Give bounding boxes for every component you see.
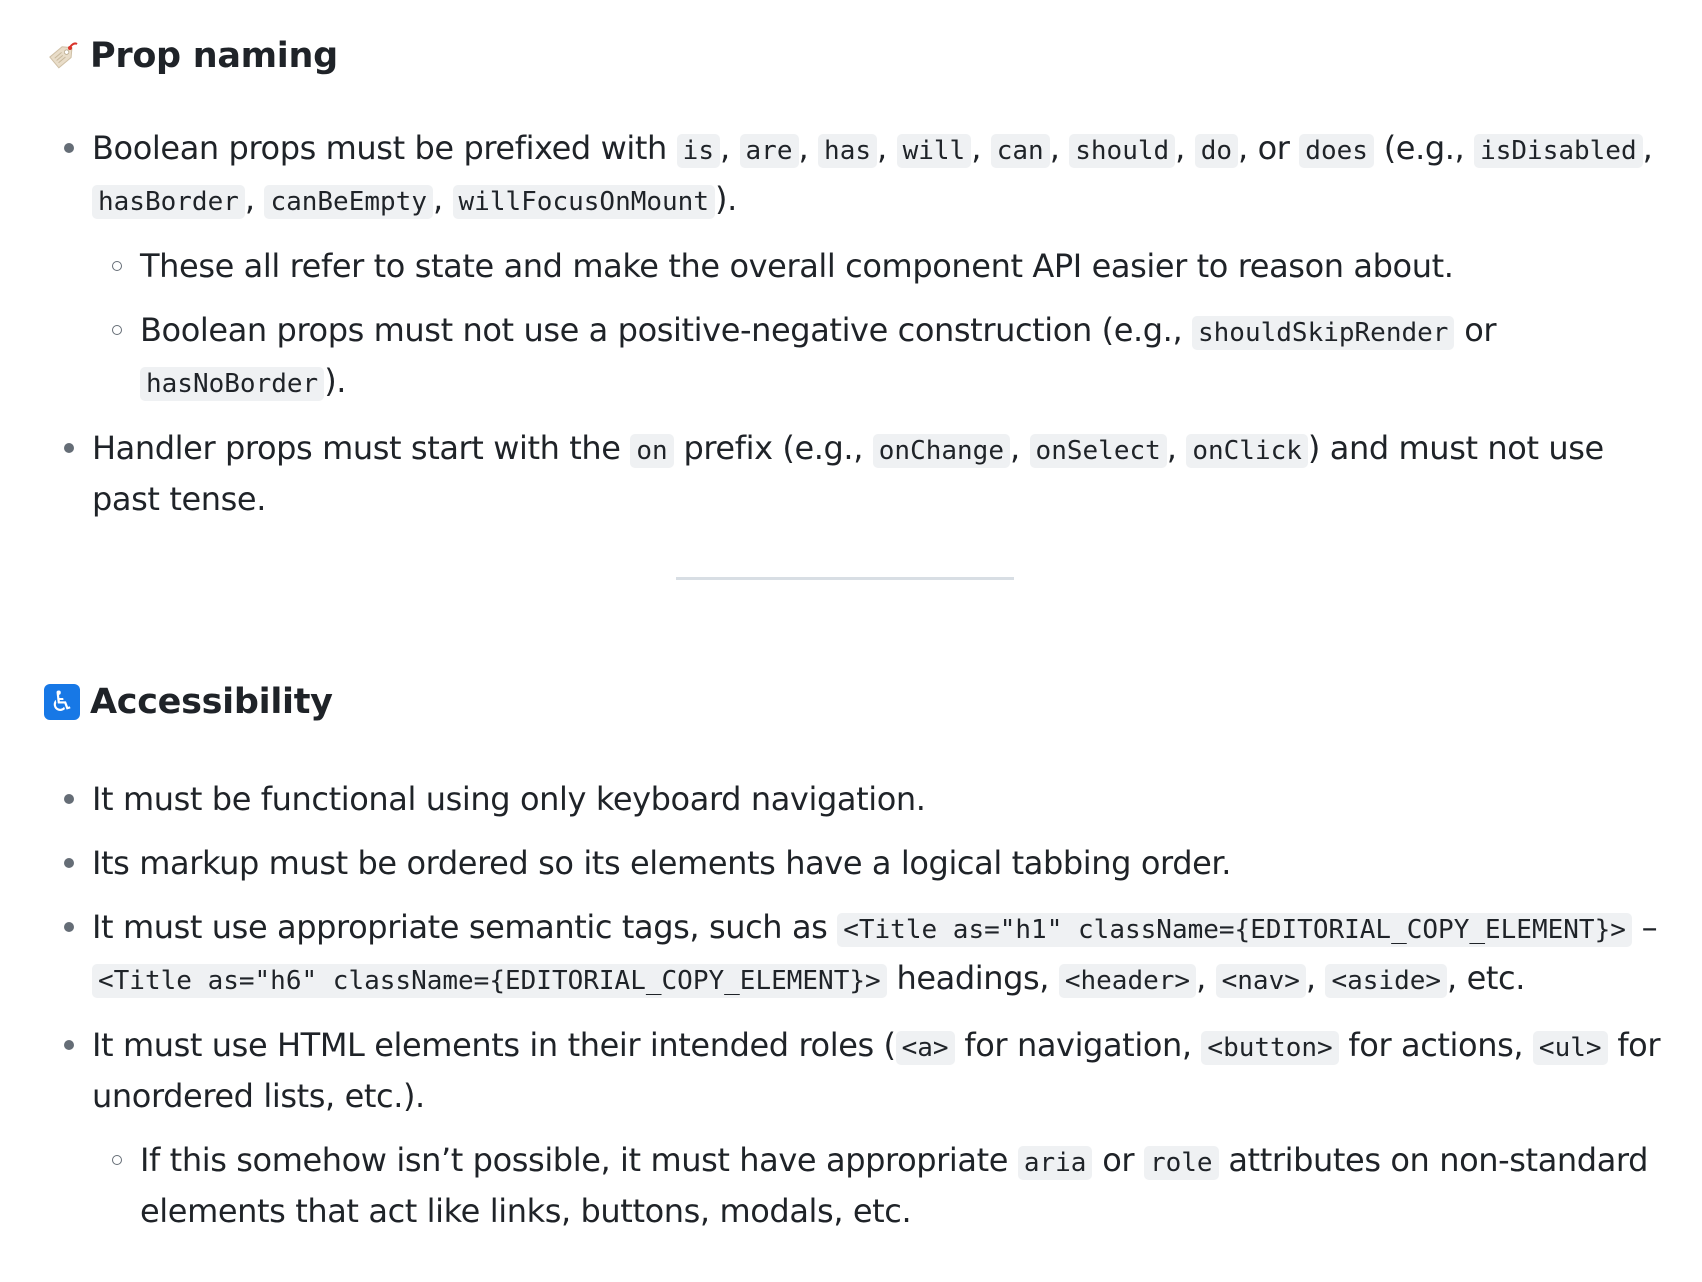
- text: If this somehow isn’t possible, it must have appropriate: [140, 1141, 1018, 1179]
- inline-code: <Title as="h1" className={EDITORIAL_COPY_ELEMENT}>: [837, 913, 1632, 947]
- wheelchair-icon: ♿: [44, 684, 80, 720]
- text: It must use appropriate semantic tags, such as: [92, 908, 838, 946]
- text: for navigation,: [954, 1026, 1202, 1064]
- inline-code: shouldSkipRender: [1192, 316, 1454, 350]
- text: It must be functional using only keyboard navigation.: [92, 780, 926, 818]
- text: ) and must not use past tense.: [92, 429, 1604, 518]
- text: ,: [432, 180, 453, 218]
- text: Boolean props must be prefixed with: [92, 129, 677, 167]
- text: , or: [1238, 129, 1300, 167]
- inline-code: <ul>: [1533, 1031, 1608, 1065]
- inline-code: <a>: [896, 1031, 955, 1065]
- inline-code: should: [1069, 134, 1175, 168]
- list-item-semantic-tags: [44, 903, 1664, 1005]
- list-item-boolean-props: [44, 124, 1664, 408]
- inline-code: is: [677, 134, 720, 168]
- text: These all refer to state and make the overall component API easier to reason about.: [140, 247, 1454, 285]
- sublist-item-positive-negative: [92, 306, 1664, 408]
- text: ,: [1642, 129, 1653, 167]
- list-item-handler-props: [44, 424, 1664, 523]
- text: ,: [877, 129, 897, 167]
- text: ,: [1196, 959, 1216, 997]
- section-heading-accessibility: [44, 680, 333, 724]
- text: Handler props must start with the: [92, 429, 631, 467]
- text: attributes on non-standard elements that act like links, buttons, modals, etc.: [140, 1141, 1649, 1230]
- text: for unordered lists, etc.).: [92, 1026, 1661, 1115]
- text: It must use HTML elements in their intended roles (: [92, 1026, 896, 1064]
- text: ).: [324, 362, 347, 400]
- text: ,: [1166, 429, 1187, 467]
- inline-code: onSelect: [1030, 434, 1167, 468]
- text: ,: [1305, 959, 1326, 997]
- inline-code: can: [991, 134, 1050, 168]
- text: for actions,: [1338, 1026, 1533, 1064]
- inline-code: has: [818, 134, 877, 168]
- inline-code: on: [630, 434, 673, 468]
- text: prefix (e.g.,: [673, 429, 873, 467]
- inline-code: does: [1299, 134, 1374, 168]
- inline-code: isDisabled: [1474, 134, 1643, 168]
- text: ,: [971, 129, 991, 167]
- text: ).: [714, 180, 737, 218]
- list-item-html-roles: [44, 1021, 1664, 1235]
- text: or: [1092, 1141, 1144, 1179]
- inline-code: <Title as="h6" className={EDITORIAL_COPY_ELEMENT}>: [92, 964, 887, 998]
- inline-code: are: [740, 134, 799, 168]
- boolean-props-sublist: [92, 242, 1664, 408]
- inline-code: <button>: [1201, 1031, 1338, 1065]
- text: ,: [1049, 129, 1070, 167]
- accessibility-list: [44, 775, 1664, 1251]
- list-item-keyboard: [44, 775, 1664, 823]
- section-heading-prop-naming: [44, 34, 338, 78]
- text: Its markup must be ordered so its elements have a logical tabbing order.: [92, 844, 1231, 882]
- inline-code: onClick: [1186, 434, 1308, 468]
- html-roles-sublist: [92, 1136, 1664, 1235]
- text: headings,: [886, 959, 1059, 997]
- inline-code: <header>: [1059, 964, 1196, 998]
- horizontal-rule: [676, 577, 1014, 580]
- inline-code: hasNoBorder: [140, 367, 324, 401]
- text: Boolean props must not use a positive-negative construction (e.g.,: [140, 311, 1192, 349]
- text: ,: [798, 129, 819, 167]
- text: ,: [1175, 129, 1195, 167]
- inline-code: willFocusOnMount: [453, 185, 715, 219]
- inline-code: <aside>: [1325, 964, 1447, 998]
- section-title: Accessibility: [90, 682, 333, 722]
- text: (e.g.,: [1373, 129, 1475, 167]
- text: ,: [1010, 429, 1030, 467]
- inline-code: <nav>: [1216, 964, 1306, 998]
- inline-code: aria: [1018, 1146, 1093, 1180]
- text: or: [1454, 311, 1497, 349]
- section-title: Prop naming: [90, 36, 338, 76]
- label-tag-icon: [44, 38, 80, 74]
- inline-code: will: [897, 134, 972, 168]
- inline-code: do: [1195, 134, 1238, 168]
- text: ,: [244, 180, 265, 218]
- inline-code: role: [1144, 1146, 1219, 1180]
- text: ,: [719, 129, 740, 167]
- text: , etc.: [1447, 959, 1525, 997]
- sublist-item-aria-role: [92, 1136, 1664, 1235]
- inline-code: onChange: [873, 434, 1010, 468]
- text: –: [1631, 908, 1658, 946]
- inline-code: canBeEmpty: [264, 185, 433, 219]
- sublist-item-state: [92, 242, 1664, 290]
- list-item-tabbing-order: [44, 839, 1664, 887]
- prop-naming-list: [44, 124, 1664, 539]
- inline-code: hasBorder: [92, 185, 245, 219]
